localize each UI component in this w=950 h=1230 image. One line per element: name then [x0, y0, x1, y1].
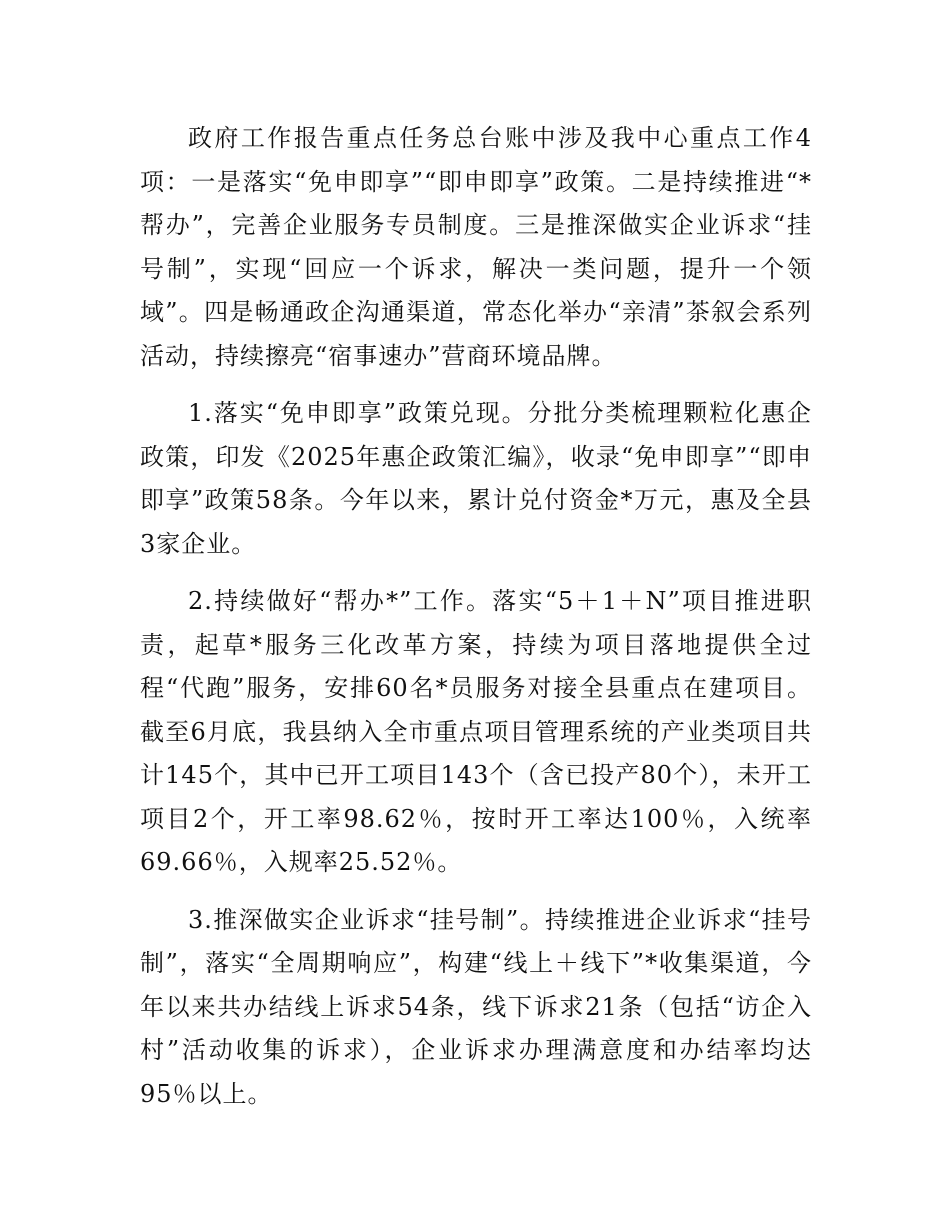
- paragraph-item-3: 3.推深做实企业诉求“挂号制”。持续推进企业诉求“挂号制”，落实“全周期响应”，构建“线上＋线下”*收集渠道，今年以来共办结线上诉求54条，线下诉求21条（包括“访企入村”活动收集的诉求），企业诉求办理满意度和办结率均达95％以上。: [140, 905, 812, 1108]
- document-body: [140, 117, 812, 1130]
- paragraph-item-2: 2.持续做好“帮办*”工作。落实“5＋1＋N”项目推进职责，起草*服务三化改革方案，持续为项目落地提供全过程“代跑”服务，安排60名*员服务对接全县重点在建项目。截至6月底，我县纳入全市重点项目管理系统的产业类项目共计145个，其中已开工项目143个（含已投产80个），未开工项目2个，开工率98.62％，按时开工率达100％，入统率69.66％，入规率25.52％。: [140, 587, 812, 876]
- paragraph-item-1: 1.落实“免申即享”政策兑现。分批分类梳理颗粒化惠企政策，印发《2025年惠企政策汇编》，收录“免申即享”“即申即享”政策58条。今年以来，累计兑付资金*万元，惠及全县3家企业。: [140, 399, 812, 558]
- paragraph-intro: 政府工作报告重点任务总台账中涉及我中心重点工作4项：一是落实“免申即享”“即申即享”政策。二是持续推进“*帮办”，完善企业服务专员制度。三是推深做实企业诉求“挂号制”，实现“回应一个诉求，解决一类问题，提升一个领域”。四是畅通政企沟通渠道，常态化举办“亲清”茶叙会系列活动，持续擦亮“宿事速办”营商环境品牌。: [140, 124, 812, 370]
